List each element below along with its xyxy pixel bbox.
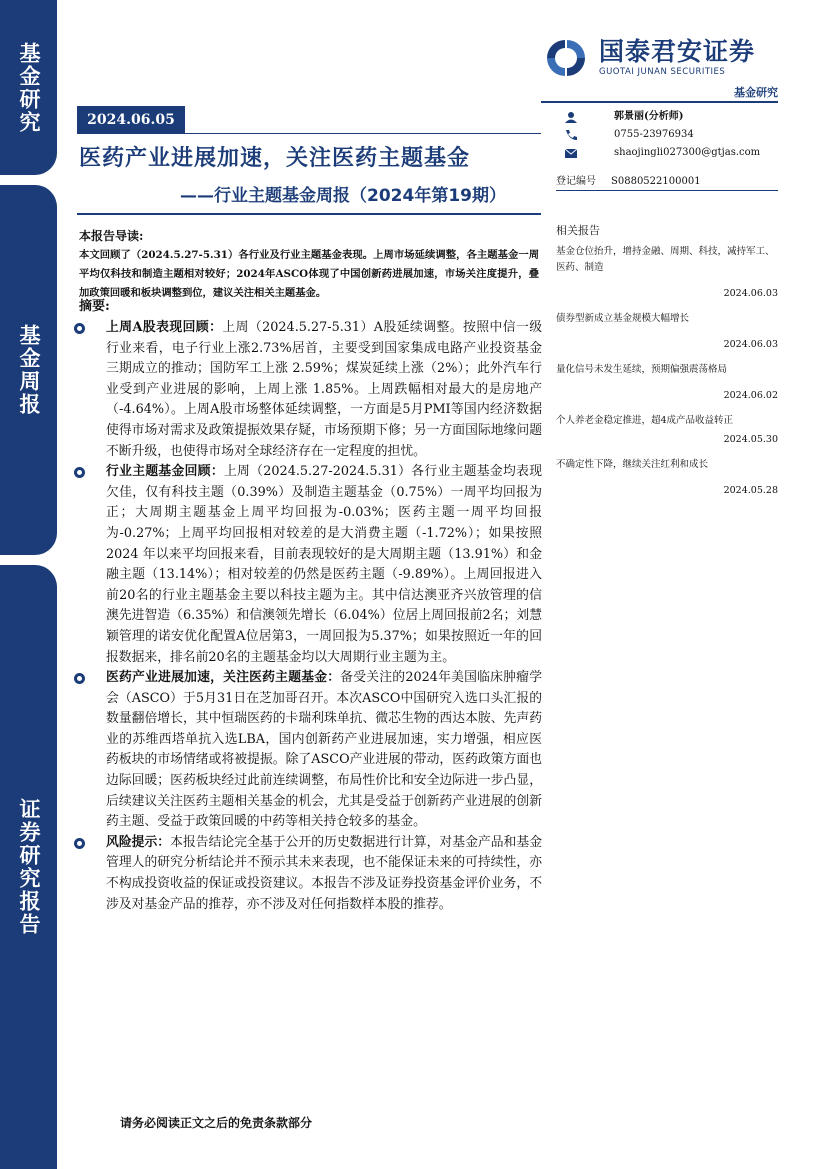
email-icon [564, 147, 578, 159]
date-bar [77, 103, 541, 137]
phone-icon [564, 129, 578, 141]
related-report-title[interactable]: 个人养老金稳定推进，超4成产品收益转正 [556, 415, 734, 426]
related-report-title[interactable]: 债券型新成立基金规模大幅增长 [556, 313, 690, 324]
analyst-name: 郭景丽(分析师) [614, 111, 684, 122]
related-report-item[interactable] [556, 457, 778, 499]
related-report-item[interactable] [556, 244, 778, 302]
registration-label: 登记编号 [556, 176, 596, 187]
sidebar-tab-label: 证券研究报告 [17, 798, 41, 936]
bullet-text: 备受关注的2024年美国临床肿瘤学会（ASCO）于5月31日在芝加哥召开。本次ASCO中国研究入选口头汇报的数量翻倍增长，其中恒瑞医药的卡瑞利珠单抗、微芯生物的西达本胺、先声药业的苏维西塔单抗入选LBA，国内创新药产业进展加速，实力增强，相应医药板块的市场情绪或将被提振。除了ASCO产业进展的带动，医药政策方面也边际回暖；医药板块经过此前连续调整，布局性价比和安全边际进一步凸显，后续建议关注医药主题相关基金的机会，尤其是受益于创新药产业进展的创新药主题、受益于政策回暖的中药等相关持仓较多的基金。 [106, 670, 542, 830]
bullet-lead: 上周A股表现回顾： [106, 320, 223, 335]
bullet-icon [74, 838, 85, 849]
sidebar-tab-label: 基金研究 [17, 41, 41, 134]
bullet-text: 本报告结论完全基于公开的历史数据进行计算，对基金产品和基金管理人的研究分析结论并不预示其未来表现，也不能保证未来的可持续性，亦不构成投资收益的保证或投资建议。本报告不涉及证券投资基金评价业务，不涉及对基金产品的推荐，亦不涉及对任何指数样本股的推荐。 [106, 834, 543, 912]
related-report-date: 2024.05.28 [723, 485, 778, 496]
bullet-lead: 风险提示： [106, 834, 171, 850]
footer-disclaimer: 请务必阅读正文之后的免责条款部分 [120, 1116, 313, 1130]
report-title: 医药产业进展加速，关注医药主题基金 [79, 146, 471, 171]
bullet-icon [74, 323, 85, 334]
logo-chinese-name: 国泰君安证券 [599, 37, 756, 66]
abstract-bullet [72, 318, 542, 462]
related-report-date: 2024.06.02 [723, 390, 778, 401]
sidebar-tab-fund-weekly [0, 185, 57, 555]
related-report-date: 2024.05.30 [723, 434, 778, 445]
related-report-title[interactable]: 量化信号未发生延续，预期偏强震荡格局 [556, 364, 728, 375]
company-logo [541, 38, 755, 78]
abstract-bullet [72, 462, 542, 668]
analyst-info [556, 108, 778, 162]
report-date: 2024.06.05 [77, 106, 185, 134]
sidebar-tab-securities-report [0, 565, 57, 1169]
sidebar-tab-label: 基金周报 [17, 324, 41, 416]
guide-heading: 本报告导读: [79, 229, 144, 243]
abstract-bullet [72, 833, 542, 915]
bullet-text: 上周（2024.5.27-2024.5.31）各行业主题基金均表现欠佳，仅有科技主题（0.39%）及制造主题基金（0.75%）一周平均回报为正；大周期主题基金上周平均回报为-0.03%；医药主题一周平均回报为-0.27%；上周平均回报相对较差的是大消费主题（-1.72%）；如果按照 2024 年以来平均回报来看，目前表现较好的是大周期主题（13.91%）和金融主题（13.14%）；相对较差的仍然是医药主题（-9.89%）。上周回报进入前20名的行业主题基金主要以科技主题为主。其中信达澳亚齐兴放管理的信澳先进智造（6.35%）和信澳领先增长（6.04%）位居上周回报前2名；刘慧颖管理的诺安优化配置A位居第3，一周回报为5.37%；如果按照近一年的回报数据来，排名前20名的主题基金均以大周期行业主题为主。 [106, 464, 542, 665]
title-divider [77, 213, 541, 215]
report-subtitle: ——行业主题基金周报（2024年第19期） [180, 186, 506, 206]
bullet-lead: 行业主题基金回顾： [106, 464, 224, 480]
sidebar-tab-fund-research [0, 0, 57, 175]
related-report-item[interactable] [556, 311, 778, 353]
date-underline [185, 133, 541, 134]
report-guide [79, 227, 539, 303]
abstract-heading: 摘要: [79, 299, 110, 314]
header-divider [541, 101, 778, 103]
registration-number: S0880522100001 [611, 176, 701, 187]
bullet-lead: 医药产业进展加速，关注医药主题基金： [106, 670, 341, 686]
related-report-item[interactable] [556, 362, 778, 404]
bullet-text: 上周（2024.5.27-5.31）A股延续调整。按照中信一级行业来看，电子行业上涨2.73%居首，主要受到国家集成电路产业投资基金三期成立的推动；国防军工上涨 2.59%；煤炭延续上涨（2%）；此外汽车行业受到产业进展的影响，上周上涨 1.85%。上周跌幅相对最大的是房地产（-4.64%）。上周A股市场整体延续调整，一方面是5月PMI等国内经济数据使得市场对需求及政策提振效果存疑，市场预期下修；另一方面国际地缘问题不断升级，也使得市场对全球经济存在一定程度的担忧。 [106, 320, 542, 459]
abstract-bullets [72, 318, 542, 915]
bullet-icon [74, 673, 85, 684]
analyst-phone: 0755-23976934 [614, 129, 694, 140]
logo-english-name: GUOTAI JUNAN SECURITIES [599, 67, 726, 77]
related-reports [556, 222, 778, 508]
logo-mark-icon [541, 38, 591, 78]
related-reports-title: 相关报告 [556, 224, 600, 237]
analyst-icon [564, 111, 578, 123]
bullet-icon [74, 467, 85, 478]
section-tag: 基金研究 [734, 86, 778, 99]
guide-text: 本文回顾了（2024.5.27-5.31）各行业及行业主题基金表现。上周市场延续调整，各主题基金一周平均仅科技和制造主题相对较好；2024年ASCO体现了中国创新药进展加速，市场关注度提升，叠加政策回暖和板块调整到位，建议关注相关主题基金。 [79, 249, 539, 299]
related-report-title[interactable]: 不确定性下降，继续关注红利和成长 [556, 459, 709, 470]
abstract-bullet [72, 668, 542, 833]
related-report-date: 2024.06.03 [723, 339, 778, 350]
registration [556, 172, 778, 191]
related-report-date: 2024.06.03 [723, 288, 778, 299]
analyst-email[interactable]: shaojingli027300@gtjas.com [614, 147, 761, 158]
related-report-title[interactable]: 基金仓位抬升，增持金融、周期、科技，减持军工、医药、制造 [556, 246, 775, 273]
sidebar [0, 0, 57, 1169]
related-report-item[interactable] [556, 413, 778, 448]
